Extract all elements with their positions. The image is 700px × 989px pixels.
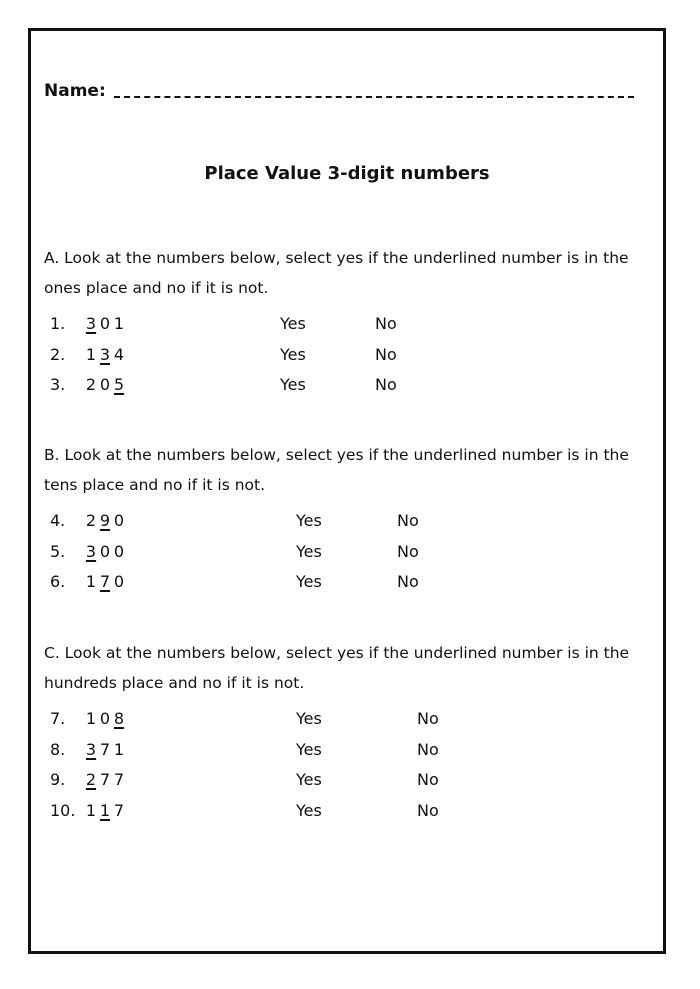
underlined-digit: 3: [99, 344, 111, 364]
question-number-digits: [84, 567, 126, 597]
no-option[interactable]: No: [397, 541, 419, 561]
question-number-digits: [84, 704, 126, 734]
section-c: [44, 638, 656, 826]
digit: 2: [85, 375, 97, 394]
yes-option[interactable]: Yes: [280, 344, 306, 364]
question-row: [44, 765, 656, 796]
digit: 7: [113, 800, 125, 820]
digit: 1: [85, 572, 97, 591]
question-number: 8.: [50, 739, 66, 759]
question-number-digits: [84, 735, 126, 765]
no-option[interactable]: No: [375, 375, 397, 394]
no-option[interactable]: No: [375, 314, 397, 333]
no-option[interactable]: No: [397, 572, 419, 591]
section-b: [44, 440, 656, 598]
digit: 1: [113, 314, 125, 333]
section-b-questions: [44, 506, 656, 598]
question-number-digits: [84, 506, 126, 536]
question-number: 4.: [50, 511, 66, 530]
digit: 7: [99, 770, 111, 789]
digit: 1: [113, 739, 125, 759]
yes-option[interactable]: Yes: [296, 572, 322, 591]
question-row: [44, 340, 656, 371]
question-row: [44, 506, 656, 537]
name-input-line[interactable]: [114, 96, 634, 98]
underlined-digit: 1: [99, 800, 111, 820]
no-option[interactable]: No: [417, 709, 439, 728]
underlined-digit: 2: [85, 770, 97, 789]
digit: 0: [113, 511, 125, 530]
question-row: [44, 704, 656, 735]
digit: 0: [99, 375, 111, 394]
no-option[interactable]: No: [375, 344, 397, 364]
underlined-digit: 9: [99, 511, 111, 530]
section-c-questions: [44, 704, 656, 826]
question-number: 10.: [50, 800, 76, 820]
question-number: 3.: [50, 375, 66, 394]
question-number: 6.: [50, 572, 66, 591]
digit: 7: [99, 739, 111, 759]
yes-option[interactable]: Yes: [296, 739, 322, 759]
underlined-digit: 3: [85, 314, 97, 333]
question-row: [44, 796, 656, 827]
question-row: [44, 567, 656, 598]
yes-option[interactable]: Yes: [296, 770, 322, 789]
yes-option[interactable]: Yes: [296, 800, 322, 820]
underlined-digit: 3: [85, 739, 97, 759]
yes-option[interactable]: Yes: [296, 709, 322, 728]
question-number: 7.: [50, 709, 66, 728]
question-row: [44, 537, 656, 568]
section-a: [44, 243, 656, 401]
question-row: [44, 735, 656, 766]
question-number: 1.: [50, 314, 66, 333]
yes-option[interactable]: Yes: [280, 314, 306, 333]
no-option[interactable]: No: [397, 511, 419, 530]
section-b-instruction: B. Look at the numbers below, select yes if the underlined number is in the tens place and no if it is not.: [44, 446, 629, 494]
yes-option[interactable]: Yes: [296, 511, 322, 530]
worksheet-title: Place Value 3-digit numbers: [204, 163, 490, 184]
digit: 0: [99, 709, 111, 728]
digit: 0: [99, 541, 111, 561]
section-a-instruction: A. Look at the numbers below, select yes if the underlined number is in the ones place and no if it is not.: [44, 249, 629, 297]
question-number-digits: [84, 340, 126, 370]
digit: 1: [85, 344, 97, 364]
underlined-digit: 3: [85, 541, 97, 561]
digit: 4: [113, 344, 125, 364]
section-c-instruction: C. Look at the numbers below, select yes if the underlined number is in the hundreds place and no if it is not.: [44, 644, 630, 692]
digit: 0: [99, 314, 111, 333]
digit: 7: [113, 770, 125, 789]
no-option[interactable]: No: [417, 739, 439, 759]
underlined-digit: 8: [113, 709, 125, 728]
worksheet: [28, 28, 666, 954]
section-a-questions: [44, 309, 656, 401]
question-number-digits: [84, 537, 126, 567]
question-row: [44, 370, 656, 401]
name-row: [44, 81, 634, 101]
yes-option[interactable]: Yes: [296, 541, 322, 561]
underlined-digit: 7: [99, 572, 111, 591]
question-row: [44, 309, 656, 340]
digit: 0: [113, 541, 125, 561]
digit: 1: [85, 800, 97, 820]
question-number-digits: [84, 765, 126, 795]
no-option[interactable]: No: [417, 770, 439, 789]
question-number: 9.: [50, 770, 66, 789]
digit: 1: [85, 709, 97, 728]
question-number: 5.: [50, 541, 66, 561]
underlined-digit: 5: [113, 375, 125, 394]
digit: 0: [113, 572, 125, 591]
name-label: Name:: [44, 81, 106, 101]
no-option[interactable]: No: [417, 800, 439, 820]
question-number-digits: [84, 309, 126, 339]
digit: 2: [85, 511, 97, 530]
question-number-digits: [84, 370, 126, 400]
yes-option[interactable]: Yes: [280, 375, 306, 394]
question-number-digits: [84, 796, 126, 826]
question-number: 2.: [50, 344, 66, 364]
